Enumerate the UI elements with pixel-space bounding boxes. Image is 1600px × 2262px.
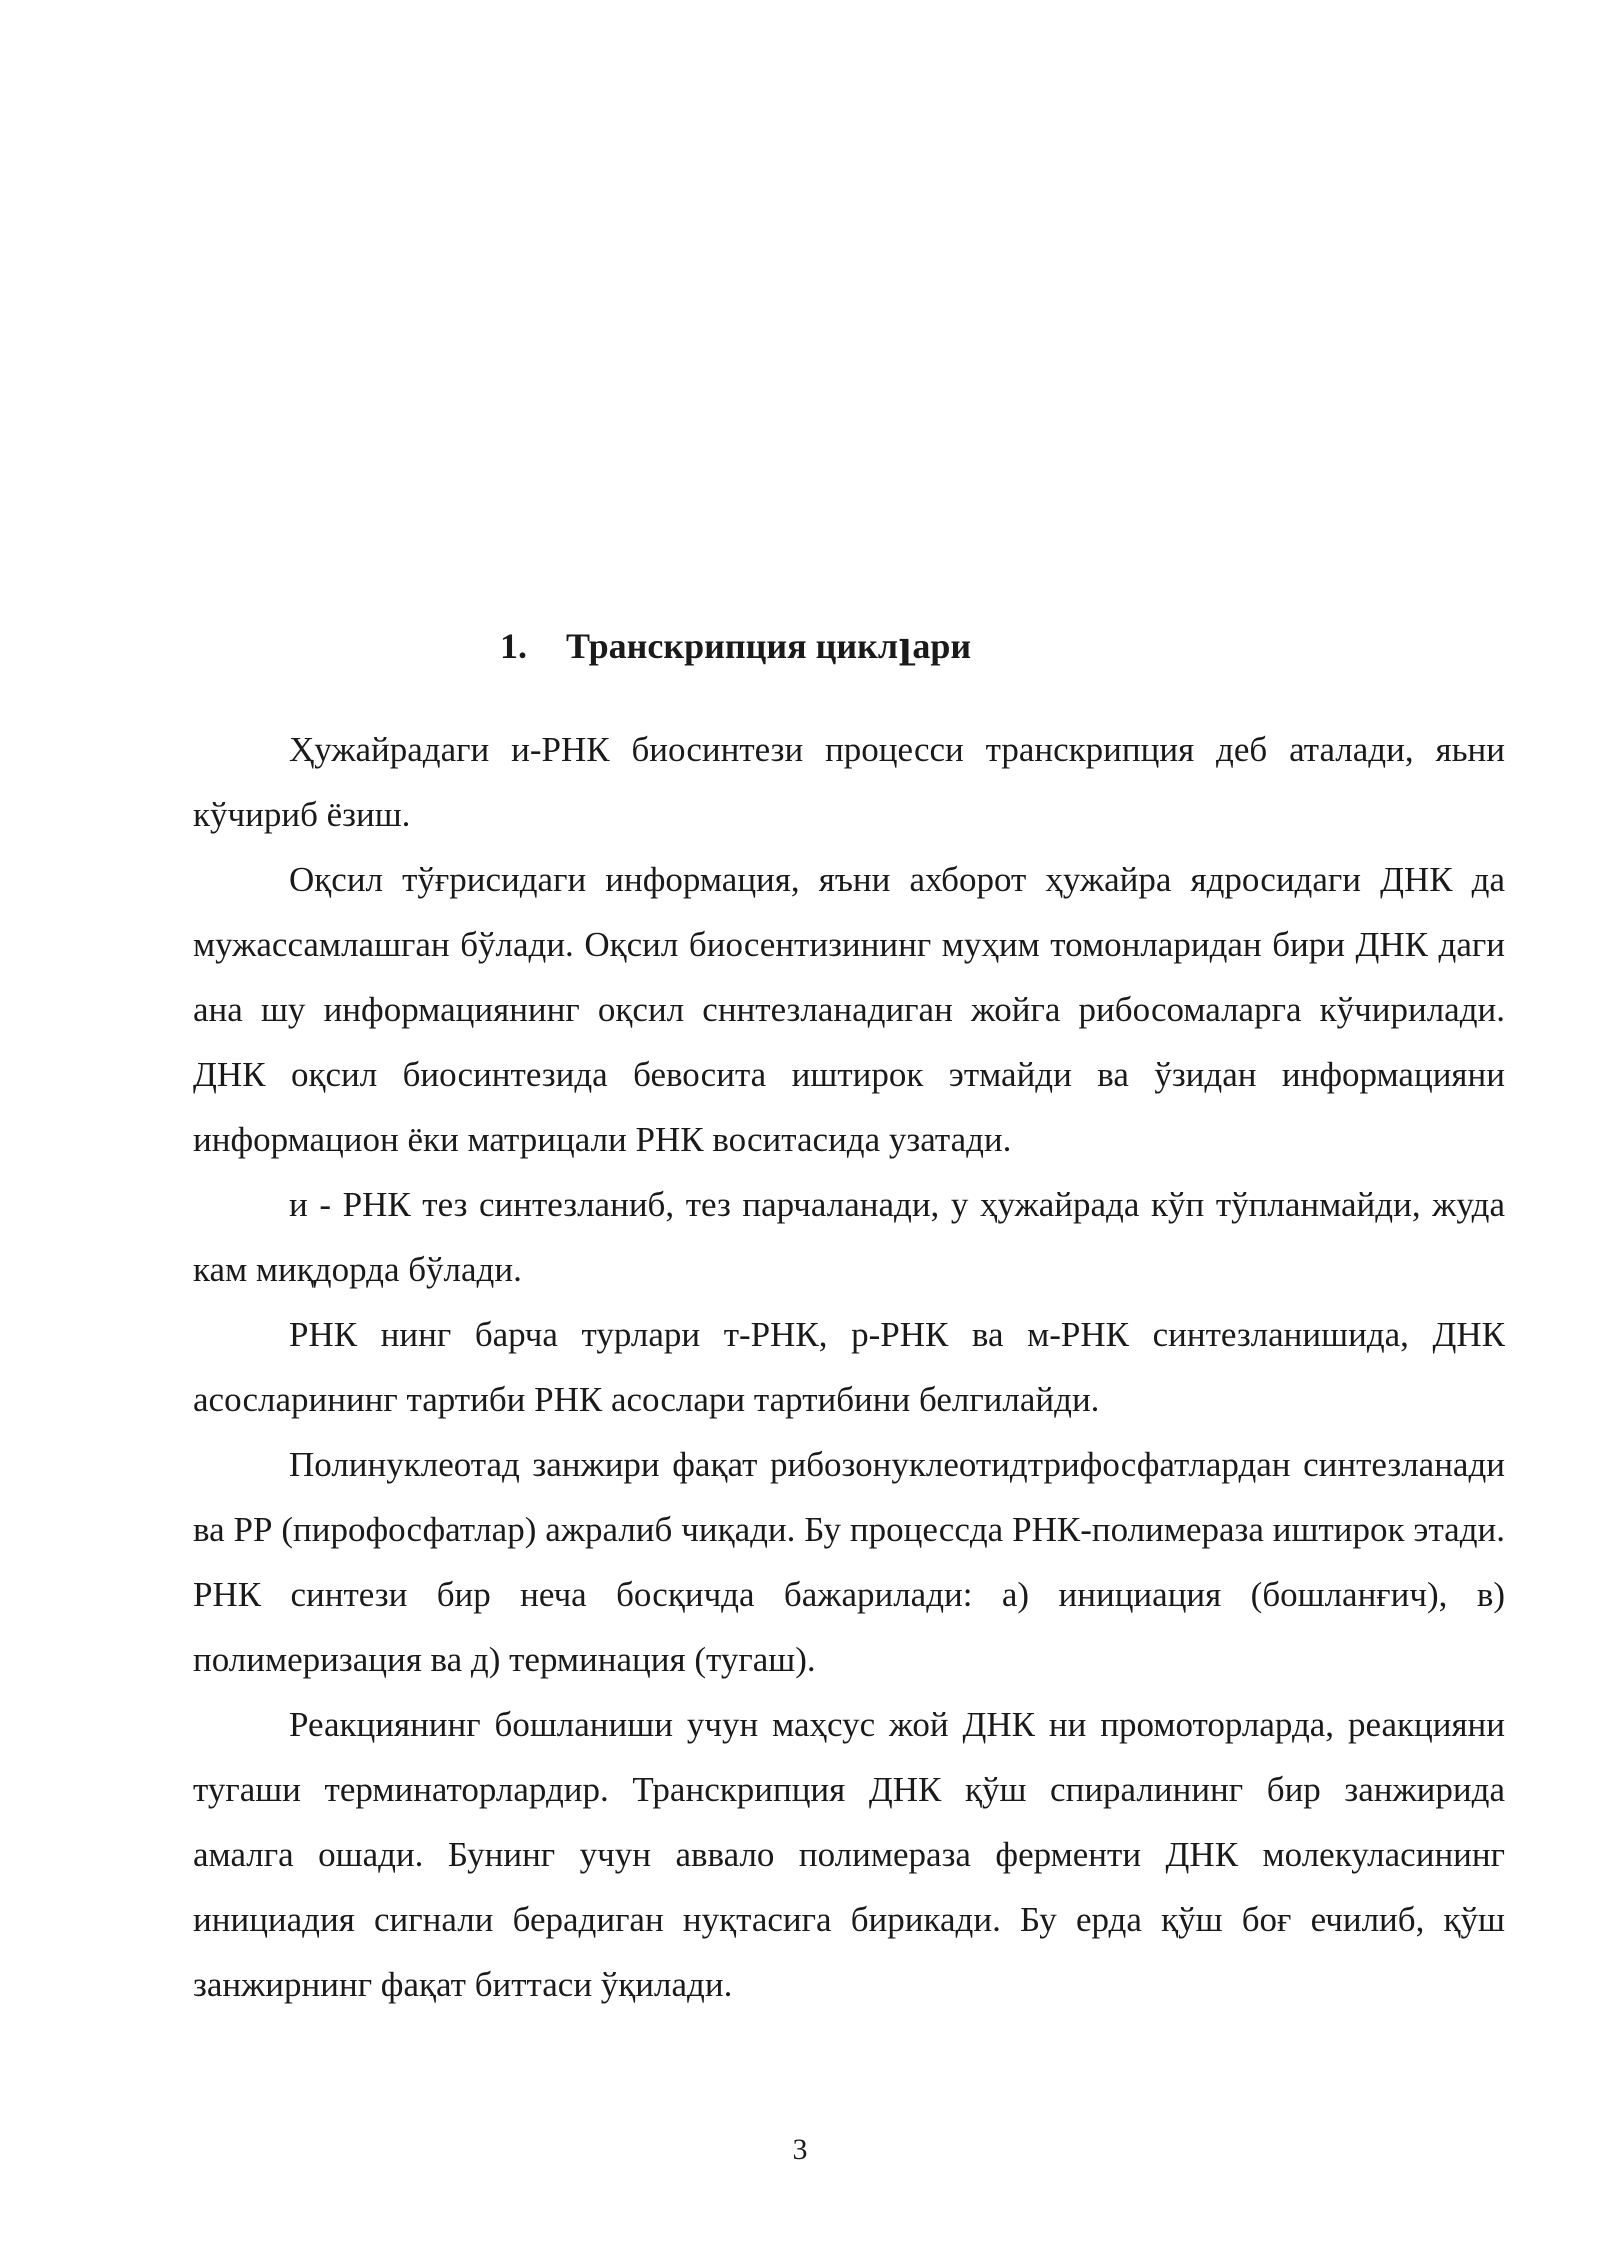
body-text (193, 717, 1505, 2017)
paragraph: и - РНК тез синтезланиб, тез парчаланади, у ҳужайрада кўп тўпланмайди, жуда кам миқдорда бўлади. (193, 1185, 1505, 1289)
section-title: Транскрипция циклլари (566, 626, 972, 666)
paragraph: Оқсил тўғрисидаги информация, яъни ахборот ҳужайра ядросидаги ДНК да мужассамлашган бўлади. Оқсил биосентизининг муҳим томонларидан бири ДНК даги ана шу информациянинг оқсил сннтезланадиган жойга рибосомаларга кўчирилади. ДНК оқсил биосинтезида бевосита иштирок этмайди ва ўзидан информацияни информацион ёки матрицали РНК воситасида узатади. (193, 860, 1505, 1159)
page-number: 3 (792, 2133, 808, 2166)
paragraph: Реакциянинг бошланиши учун маҳсус жой ДНК ни промоторларда, реакцияни тугаши терминаторлардир. Транскрипция ДНК қўш спиралининг бир занжирида амалга ошади. Бунинг учун аввало полимераза ферменти ДНК молекуласининг инициадия сигнали берадиган нуқтасига бирикади. Бу ерда қўш боғ ечилиб, қўш занжирнинг фақат биттаси ўқилади. (193, 1705, 1505, 2004)
paragraph: Полинуклеотад занжири фақат рибозонуклеотидтрифосфатлардан синтезланади ва РР (пирофосфатлар) ажралиб чиқади. Бу процессда РНК-полимераза иштирок этади. РНК синтези бир неча босқичда бажарилади: а) инициация (бошланғич), в) полимеризация ва д) терминация (тугаш). (193, 1445, 1505, 1679)
section-number: 1. (500, 626, 527, 666)
paragraph: Ҳужайрадаги и-РНК биосинтези процесси транскрипция деб аталади, яьни кўчириб ёзиш. (193, 730, 1505, 834)
section-heading (500, 622, 971, 670)
paragraph: РНК нинг барча турлари т-РНК, р-РНК ва м-РНК синтезланишида, ДНК асосларининг тартиби РНК асослари тартибини белгилайди. (193, 1315, 1505, 1419)
